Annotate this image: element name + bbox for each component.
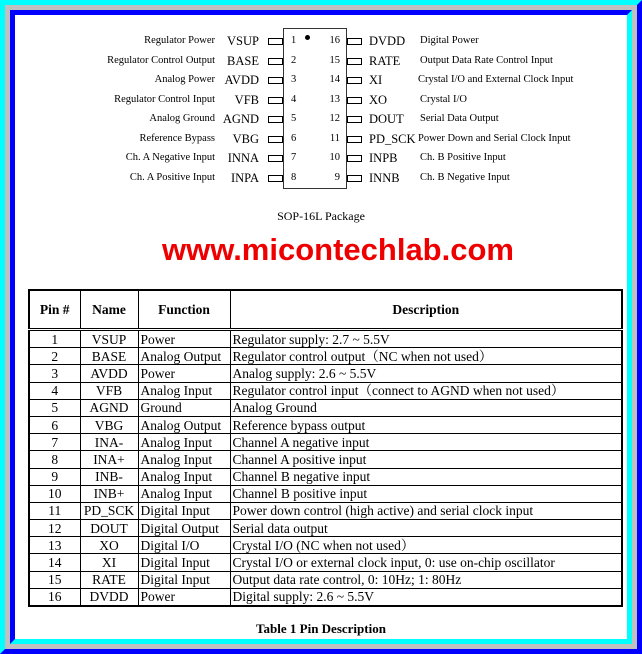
pin-number-left: 7 (291, 152, 297, 163)
pin-name-left: INPA (230, 170, 259, 185)
cell-description: Digital supply: 2.6 ~ 5.5V (230, 588, 622, 606)
cell-function: Analog Input (138, 451, 230, 468)
pin-stub-right-icon (347, 116, 362, 123)
pin-label-right: Ch. B Negative Input (420, 171, 510, 183)
cell-function: Analog Input (138, 382, 230, 399)
pin-stub-right-icon (347, 58, 362, 65)
chip-body (283, 28, 347, 189)
pin-stub-left-icon (268, 175, 283, 182)
table-row (29, 554, 622, 571)
cell-description: Channel B negative input (230, 468, 622, 485)
pin-name-left: AVDD (224, 73, 259, 87)
pin-name-right: DOUT (369, 112, 404, 126)
cell-name: RATE (80, 571, 138, 588)
cell-pin: 14 (29, 554, 80, 571)
header-name: Name (80, 290, 138, 330)
pin-stub-left-icon (268, 97, 283, 104)
cell-name: AVDD (80, 365, 138, 382)
pin-number-left: 8 (291, 171, 297, 183)
pin-label-left: Regulator Power (144, 35, 215, 46)
pin-name-right: RATE (369, 53, 401, 68)
cell-function: Digital I/O (138, 537, 230, 554)
pin-label-right: Power Down and Serial Clock Input (418, 132, 571, 144)
pin-stub-left-icon (268, 77, 283, 84)
pin-name-left: BASE (227, 53, 259, 68)
cell-description: Regulator supply: 2.7 ~ 5.5V (230, 330, 622, 348)
pin-stub-right-icon (347, 77, 362, 84)
pin-label-left: Analog Ground (149, 113, 215, 124)
cell-pin: 9 (29, 468, 80, 485)
cell-pin: 6 (29, 416, 80, 433)
pin-name-right: XI (369, 73, 383, 87)
table-row (29, 416, 622, 433)
cell-name: INA- (80, 434, 138, 451)
pin-name-left: VSUP (227, 34, 259, 48)
cell-name: INB+ (80, 485, 138, 502)
table-row (29, 520, 622, 537)
cell-pin: 16 (29, 588, 80, 606)
pin-label-left: Regulator Control Input (114, 93, 215, 105)
pin-label-left: Reference Bypass (139, 132, 215, 144)
pin-name-right: PD_SCK (369, 131, 416, 146)
cell-description: Analog supply: 2.6 ~ 5.5V (230, 365, 622, 382)
cell-description: Regulator control input（connect to AGND when not used） (230, 382, 622, 399)
cell-name: XI (80, 554, 138, 571)
pin-number-left: 2 (291, 54, 297, 66)
table-row (29, 588, 622, 606)
cell-name: VSUP (80, 330, 138, 348)
cell-name: VFB (80, 382, 138, 399)
cell-pin: 11 (29, 502, 80, 519)
cell-pin: 7 (29, 434, 80, 451)
pin-label-left: Regulator Control Output (107, 54, 215, 66)
cell-description: Analog Ground (230, 399, 622, 416)
pin-number-left: 5 (291, 113, 297, 124)
pin-label-right: Crystal I/O (420, 93, 467, 105)
pin-label-right: Crystal I/O and External Clock Input (418, 74, 574, 85)
pin-label-right: Serial Data Output (420, 113, 499, 124)
cell-name: PD_SCK (80, 502, 138, 519)
pin-stub-left-icon (268, 155, 283, 162)
pin-name-left: VBG (232, 131, 259, 146)
cell-pin: 3 (29, 365, 80, 382)
pin-number-left: 4 (291, 93, 297, 105)
pin-number-right: 13 (329, 93, 340, 105)
pin-label-right: Output Data Rate Control Input (420, 54, 553, 66)
cell-description: Crystal I/O or external clock input, 0: use on-chip oscillator (230, 554, 622, 571)
pin-stub-right-icon (347, 136, 362, 143)
watermark-url: www.micontechlab.com (162, 232, 514, 267)
cell-function: Power (138, 330, 230, 348)
pin-number-right: 11 (329, 132, 340, 144)
pin1-marker-icon (305, 35, 310, 40)
pin-stub-right-icon (347, 97, 362, 104)
pin-stub-right-icon (347, 175, 362, 182)
pin-stub-left-icon (268, 116, 283, 123)
cell-function: Ground (138, 399, 230, 416)
cell-function: Analog Output (138, 416, 230, 433)
pin-number-right: 15 (329, 54, 340, 66)
cell-description: Power down control (high active) and serial clock input (230, 502, 622, 519)
cell-description: Serial data output (230, 520, 622, 537)
cell-description: Output data rate control, 0: 10Hz; 1: 80Hz (230, 571, 622, 588)
table-row (29, 502, 622, 519)
pin-number-left: 1 (291, 35, 297, 46)
cell-function: Power (138, 365, 230, 382)
pin-label-left: Ch. A Negative Input (125, 152, 215, 163)
pin-stub-left-icon (268, 58, 283, 65)
pin-number-right: 14 (329, 74, 340, 85)
pin-number-right: 12 (329, 113, 340, 124)
cell-pin: 1 (29, 330, 80, 348)
cell-function: Analog Output (138, 348, 230, 365)
table-row (29, 571, 622, 588)
cell-function: Digital Input (138, 554, 230, 571)
cell-pin: 8 (29, 451, 80, 468)
table-row (29, 451, 622, 468)
cell-pin: 13 (29, 537, 80, 554)
pin-label-right: Digital Power (420, 35, 479, 46)
cell-description: Regulator control output（NC when not used） (230, 348, 622, 365)
cell-description: Channel B positive input (230, 485, 622, 502)
cell-function: Analog Input (138, 485, 230, 502)
pin-stub-left-icon (268, 38, 283, 45)
table-row (29, 365, 622, 382)
table-row (29, 330, 622, 348)
cell-function: Analog Input (138, 434, 230, 451)
pin-label-right: Ch. B Positive Input (420, 152, 506, 163)
package-caption: SOP-16L Package (277, 209, 365, 223)
cell-function: Power (138, 588, 230, 606)
cell-function: Digital Input (138, 571, 230, 588)
pin-stub-right-icon (347, 38, 362, 45)
cell-description: Channel A negative input (230, 434, 622, 451)
pin-name-right: DVDD (369, 34, 406, 48)
pin-number-right: 16 (329, 35, 340, 46)
table-row (29, 485, 622, 502)
cell-description: Channel A positive input (230, 451, 622, 468)
pin-number-right: 10 (329, 152, 340, 163)
header-pin: Pin # (29, 290, 80, 330)
table-row (29, 382, 622, 399)
cell-name: VBG (80, 416, 138, 433)
pin-description-table (28, 289, 623, 607)
header-function: Function (138, 290, 230, 330)
table-header-row (29, 290, 622, 330)
table-caption: Table 1 Pin Description (256, 621, 386, 636)
cell-name: BASE (80, 348, 138, 365)
pin-number-left: 3 (291, 74, 297, 85)
pin-label-left: Analog Power (154, 74, 215, 85)
table-row (29, 537, 622, 554)
cell-description: Reference bypass output (230, 416, 622, 433)
pin-name-right: INNB (369, 170, 400, 185)
cell-pin: 2 (29, 348, 80, 365)
pin-stub-left-icon (268, 136, 283, 143)
table-row (29, 348, 622, 365)
pin-name-right: INPB (369, 151, 398, 165)
cell-name: XO (80, 537, 138, 554)
table-row (29, 434, 622, 451)
pin-number-left: 6 (291, 132, 297, 144)
cell-name: INB- (80, 468, 138, 485)
cell-name: DOUT (80, 520, 138, 537)
cell-name: INA+ (80, 451, 138, 468)
cell-pin: 15 (29, 571, 80, 588)
cell-function: Digital Output (138, 520, 230, 537)
pin-name-left: VFB (234, 92, 259, 107)
table-row (29, 468, 622, 485)
cell-function: Analog Input (138, 468, 230, 485)
cell-pin: 10 (29, 485, 80, 502)
cell-pin: 12 (29, 520, 80, 537)
pin-number-right: 9 (334, 171, 340, 183)
cell-description: Crystal I/O (NC when not used） (230, 537, 622, 554)
pin-name-right: XO (369, 92, 388, 107)
pin-name-left: AGND (222, 112, 259, 126)
cell-pin: 4 (29, 382, 80, 399)
pin-label-left: Ch. A Positive Input (129, 171, 215, 183)
cell-function: Digital Input (138, 502, 230, 519)
cell-name: AGND (80, 399, 138, 416)
cell-name: DVDD (80, 588, 138, 606)
pin-name-left: INNA (227, 151, 259, 165)
cell-pin: 5 (29, 399, 80, 416)
pin-stub-right-icon (347, 155, 362, 162)
header-description: Description (230, 290, 622, 330)
table-row (29, 399, 622, 416)
